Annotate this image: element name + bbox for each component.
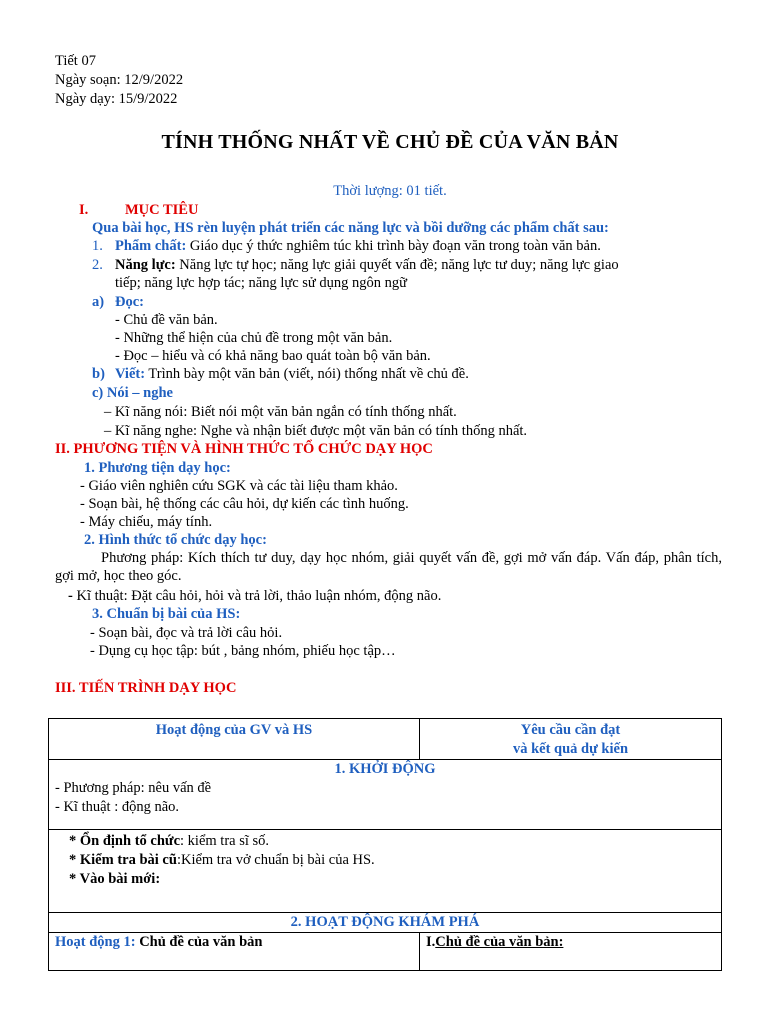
startup-row (49, 760, 722, 830)
check-line: * Kiểm tra bài cũ:Kiểm tra vở chuẩn bị bài của HS. (69, 852, 375, 868)
item2-text: Năng lực tự học; năng lực giải quyết vấn đề; năng lực tư duy; năng lực giao (175, 257, 619, 273)
section1-intro: Qua bài học, HS rèn luyện phát triển các năng lực và bồi dưỡng các phẩm chất sau: (92, 220, 609, 236)
b-label: b) (92, 366, 105, 382)
item2-number: 2. (92, 257, 103, 273)
technique-line (68, 587, 441, 605)
sub1-line: - Soạn bài, hệ thống các câu hỏi, dự kiến các tình huống. (80, 496, 409, 512)
technique-text: Kĩ thuật: Đặt câu hỏi, hỏi và trả lời, thảo luận nhóm, động não. (76, 588, 442, 604)
result1-cell: I.Chủ đề của văn bản: (420, 933, 722, 971)
item2-label: Năng lực: (115, 257, 176, 273)
sub3-line: - Soạn bài, đọc và trả lời câu hỏi. (90, 625, 283, 641)
teach-date: Ngày dạy: 15/9/2022 (55, 91, 178, 107)
a-line: - Chủ đề văn bản. (115, 312, 218, 328)
a-line: - Đọc – hiểu và có khả năng bao quát toàn bộ văn bản. (115, 348, 431, 364)
b-line (115, 365, 469, 383)
a-heading: Đọc: (115, 294, 144, 310)
b-text: Trình bày một văn bản (viết, nói) thống nhất về chủ đề. (145, 366, 469, 382)
intro-line: * Vào bài mới: (69, 871, 161, 887)
item2-line (115, 256, 619, 274)
sub3-line: - Dụng cụ học tập: bút , bảng nhóm, phiếu học tập… (90, 643, 396, 659)
method-paragraph: Phương pháp: Kích thích tư duy, dạy học nhóm, giải quyết vấn đề, gợi mở vấn đáp. Vấn đáp, phân tích, gợi mở, học theo góc. (55, 550, 722, 584)
a-label: a) (92, 294, 105, 310)
section2-sub3: 3. Chuẩn bị bài của HS: (92, 606, 241, 622)
col1-header: Hoạt động của GV và HS (49, 719, 420, 760)
a-line: - Những thể hiện của chủ đề trong một văn bản. (115, 330, 393, 346)
org-line: * Ổn định tổ chức: kiểm tra sĩ số. (69, 833, 270, 849)
c-line: – Kĩ năng nói: Biết nói một văn bản ngắn có tính thống nhất. (104, 404, 457, 420)
lesson-plan-table (48, 718, 722, 971)
item1-label: Phẩm chất: (115, 238, 187, 254)
startup-line: - Kĩ thuật : động não. (55, 799, 180, 815)
section2-sub2: 2. Hình thức tổ chức dạy học: (84, 532, 267, 548)
sub1-line: - Giáo viên nghiên cứu SGK và các tài liệu tham khảo. (80, 478, 398, 494)
section3-heading: III. TIẾN TRÌNH DẠY HỌC (55, 680, 237, 696)
col2-header: Yêu cầu cần đạt và kết quả dự kiến (420, 719, 722, 760)
section1-number: I. (79, 202, 89, 218)
item1-number: 1. (92, 238, 103, 254)
c-heading: c) Nói – nghe (92, 385, 173, 401)
activity1-cell: Hoạt động 1: Chủ đề của văn bản (49, 933, 420, 971)
item1-text: Giáo dục ý thức nghiêm túc khi trình bày đoạn văn trong toàn văn bản. (186, 238, 601, 254)
sub1-line: - Máy chiếu, máy tính. (80, 514, 213, 530)
c-line: – Kĩ năng nghe: Nghe và nhận biết được một văn bản có tính thống nhất. (104, 423, 528, 439)
item1-line (115, 237, 601, 255)
section2-sub1: 1. Phương tiện dạy học: (84, 460, 231, 476)
setup-row (49, 830, 722, 913)
item2-text-cont: tiếp; năng lực hợp tác; năng lực sử dụng ngôn ngữ (115, 275, 407, 291)
b-heading: Viết: (115, 366, 146, 382)
section2-heading: II. PHƯƠNG TIỆN VÀ HÌNH THỨC TỔ CHỨC DẠY HỌC (55, 441, 433, 457)
technique-dash: - (68, 588, 77, 604)
startup-heading: 1. KHỞI ĐỘNG (334, 761, 436, 777)
duration: Thời lượng: 01 tiết. (333, 183, 447, 199)
startup-line: - Phương pháp: nêu vấn đề (55, 780, 212, 796)
section1-heading: MỤC TIÊU (125, 202, 199, 218)
page-title: TÍNH THỐNG NHẤT VỀ CHỦ ĐỀ CỦA VĂN BẢN (161, 131, 619, 153)
prep-date: Ngày soạn: 12/9/2022 (55, 72, 184, 88)
explore-heading: 2. HOẠT ĐỘNG KHÁM PHÁ (49, 913, 722, 933)
lesson-number: Tiết 07 (55, 53, 96, 69)
